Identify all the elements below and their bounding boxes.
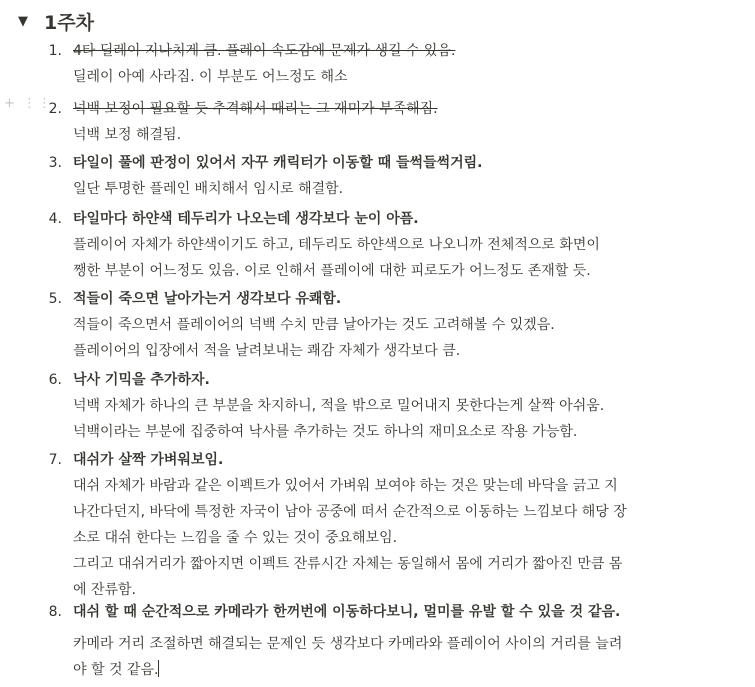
- list-item-title: 적들이 죽으면 날아가는거 생각보다 유쾌함.: [73, 291, 342, 307]
- list-item-line: 넉백이라는 부분에 집중하여 낙사를 추가하는 것도 하나의 재미요소로 작용 가능함.: [73, 424, 578, 440]
- list-item-line: 야 할 것 같음.: [73, 662, 159, 678]
- list-item-title: 타일이 풀에 판정이 있어서 자꾸 캐릭터가 이동할 때 들썩들썩거림.: [73, 155, 483, 171]
- list-item-title: 넉백 보정이 필요할 듯 추격해서 때리는 그 재미가 부족해짐.: [73, 101, 438, 117]
- list-item-body: [73, 150, 723, 202]
- list-number: 1.: [48, 43, 62, 59]
- list-item-title: 대쉬가 살짝 가벼워보임.: [73, 452, 224, 468]
- list-number: 2.: [48, 101, 62, 117]
- list-item-body: [73, 367, 723, 445]
- block-handle-icon[interactable]: + ⋮⋮: [4, 96, 54, 111]
- triangle-down-icon[interactable]: ▼: [18, 14, 28, 29]
- list-item-line: 에 잔류함.: [73, 582, 136, 598]
- list-item-line: 적들이 죽으면서 플레이어의 넉백 수치 만큼 날아가는 것도 고려해볼 수 있겠음.: [73, 317, 555, 333]
- list-item-line: 플레이어 자체가 하얀색이기도 하고, 테두리도 하얀색으로 나오니까 전체적으로 화면이: [73, 237, 600, 253]
- heading-title: 1주차: [44, 12, 94, 34]
- list-item-line: 대쉬 자체가 바람과 같은 이펙트가 있어서 가벼워 보여야 하는 것은 맞는데 바닥을 긁고 지: [73, 478, 618, 494]
- list-item-line: 딜레이 아예 사라짐. 이 부분도 어느정도 해소: [73, 69, 348, 85]
- toggle-heading[interactable]: [18, 8, 94, 35]
- list-item-body: [73, 96, 723, 148]
- list-item-body: [73, 38, 723, 90]
- list-number: 3.: [48, 155, 62, 171]
- list-item-body: [73, 447, 723, 603]
- text-cursor: [158, 660, 159, 677]
- list-item-body: [73, 286, 723, 364]
- list-item-line: 쨍한 부분이 어느정도 있음. 이로 인해서 플레이에 대한 피로도가 어느정도 존재할 듯.: [73, 263, 591, 279]
- list-item-line: 넉백 보정 해결됨.: [73, 127, 182, 143]
- list-number: 6.: [48, 372, 62, 388]
- list-item-title: 타일마다 하얀색 테두리가 나오는데 생각보다 눈이 아픔.: [73, 211, 419, 227]
- list-number: 7.: [48, 452, 62, 468]
- list-number: 5.: [48, 291, 62, 307]
- list-item-line: 일단 투명한 플레인 배치해서 임시로 해결함.: [73, 181, 344, 197]
- list-item-body: [73, 206, 723, 284]
- list-item-line: 카메라 거리 조절하면 해결되는 문제인 듯 생각보다 카메라와 플레이어 사이의 거리를 늘려: [73, 636, 623, 652]
- list-item-title: 낙사 기믹을 추가하자.: [73, 372, 210, 388]
- list-item-line: 플레이어의 입장에서 적을 날려보내는 쾌감 자체가 생각보다 큼.: [73, 343, 461, 359]
- list-number: 8.: [48, 604, 62, 620]
- list-item-line: 나간다던지, 바닥에 특정한 자국이 남아 공중에 떠서 순간적으로 이동하는 느낌보다 해당 장: [73, 504, 627, 520]
- list-item-title: 4타 딜레이 지나치게 큼. 플레이 속도감에 문제가 생길 수 있음.: [73, 43, 456, 59]
- list-item-line: 넉백 자체가 하나의 큰 부분을 차지하니, 적을 밖으로 밀어내지 못한다는게 살짝 아쉬움.: [73, 398, 605, 414]
- list-item-line: 소로 대쉬 한다는 느낌을 줄 수 있는 것이 중요해보임.: [73, 530, 398, 546]
- list-item-body: [73, 599, 723, 683]
- list-item-line: 그리고 대쉬거리가 짧아지면 이펙트 잔류시간 자체는 동일해서 몸에 거리가 짧아진 만큼 몸: [73, 556, 623, 572]
- list-number: 4.: [48, 211, 62, 227]
- list-item-title: 대쉬 할 때 순간적으로 카메라가 한꺼번에 이동하다보니, 멀미를 유발 할 수 있을 것 같음.: [73, 604, 621, 620]
